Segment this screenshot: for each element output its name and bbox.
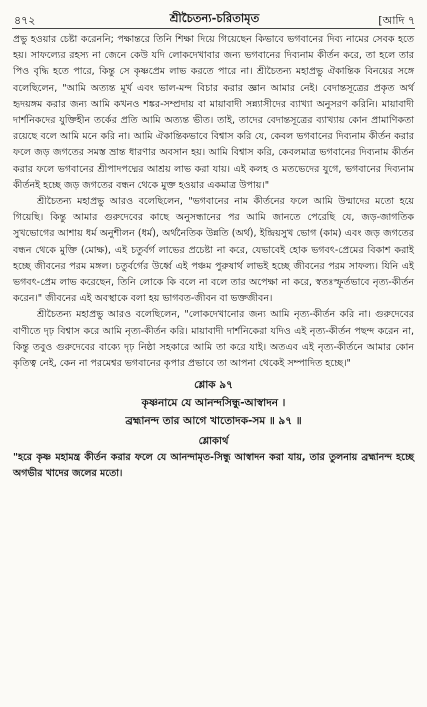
paragraph: শ্রীচৈতন্য মহাপ্রভু আরও বলেছিলেন, "লোকদেখানোর জন্য আমি নৃত্য-কীর্তন করি না। গুরুদেবের বাণীতে দৃঢ় বিশ্বাস করে আমি নৃত্য-কীর্তন করি। মায়াবাদী দার্শনিকেরা যদিও এই নৃত্য-কীর্তন পছন্দ করেন না, কিন্তু তবুও গুরুদেবের বাক্যে দৃঢ় নিষ্ঠা সহকারে আমি তা করে যাই। অতএব এই নৃত্য-কীর্তনে আমার কোন কৃতিত্ব নেই, কেন না পরমেশ্বর ভগবানের কৃপার প্রভাবে তা আপনা থেকেই সম্পাদিত হচ্ছে।": [13, 309, 414, 370]
page-header: [14, 10, 415, 30]
translation-heading: শ্লোকার্থ: [198, 436, 229, 448]
verse-line: ব্রহ্মানন্দ তার আগে খাতোদক-সম ॥ ৯৭ ॥: [125, 415, 302, 428]
paragraph-continued: প্রভু হওয়ার চেষ্টা করেননি; পক্ষান্তরে তিনি শিক্ষা দিয়ে গিয়েছেন কিভাবে ভগবানের দিব্য নামের সেবক হতে হয়। সাফল্যের রহস্য না জেনে কেউ যদি লোকদেখাবার জন্য ভগবানের দিব্যনাম কীর্তন করে, তা হলে তার পিও বৃদ্ধি হতে পারে, কিন্তু সে কৃষ্ণপ্রেম লাভ করতে পারে না। শ্রীচৈতন্য মহাপ্রভু ঐকান্তিক বিনয়ের সঙ্গে বলেছিলেন, "আমি অত্যন্ত মূর্খ এবং ভাল-মন্দ বিচার করার জ্ঞান আমার নেই। বেদান্তসূত্রের প্রকৃত অর্থ হৃদয়ঙ্গম করার জন্য আমি কখনও শঙ্কর-সম্প্রদায় বা মায়াবাদী সন্ন্যাসীদের ব্যাখ্যা অনুসরণ করিনি। মায়াবাদী দার্শনিকদের যুক্তিহীন তর্কের প্রতি আমি অত্যন্ত ভীত। তাই, তাদের বেদান্তসূত্রের ব্যাখ্যায় কোন প্রামাণিকতা রয়েছে বলে আমি মনে করি না। আমি ঐকান্তিকভাবে বিশ্বাস করি যে, কেবল ভগবানের দিব্যনাম কীর্তন করার ফলে জড় জগতের সমস্ত ভ্রান্ত ধারণার অবসান হয়। আমি বিশ্বাস করি, কেবলমাত্র ভগবানের দিব্যনাম কীর্তন করার ফলে ভগবানের শ্রীপাদপদ্মের আশ্রয় লাভ করা যায়। এই কলহ ও মতভেদের যুগে, ভগবানের দিব্যনাম কীর্তনই হচ্ছে জড় জগতের বন্ধন থেকে মুক্ত হওয়ার একমাত্র উপায়।": [13, 34, 414, 191]
page-body: [13, 32, 414, 483]
paragraph: শ্রীচৈতন্য মহাপ্রভু আরও বলেছিলেন, "ভগবানের নাম কীর্তনের ফলে আমি উন্মাদের মতো হয়ে গিয়েছি। কিন্তু আমার গুরুদেবের কাছে অনুসন্ধানের পর আমি জানতে পেরেছি যে, জড়-জাগতিক সুখভোগের আশায় ধর্ম অনুশীলন (ধর্ম), অর্থনৈতিক উন্নতি (অর্থ), ইন্দ্রিয়সুখ ভোগ (কাম) এবং জড় জগতের বন্ধন থেকে মুক্তি (মোক্ষ), এই চতুর্বর্গ লাভের প্রচেষ্টা না করে, যেভাবেই হোক ভগবৎ-প্রেমের বিকাশ করাই হচ্ছে জীবনের পরম মঙ্গল। চতুর্বর্গের উর্ধ্বে এই পঞ্চম পুরুষার্থ লাভই হচ্ছে জীবনের পরম সাফল্য। যিনি এই ভগবৎ-প্রেম লাভ করেছেন, তিনি লোকে কি বলে না বলে তার অপেক্ষা না করে, স্বতঃস্ফূর্তভাবে নৃত্য-কীর্তন করেন।" জীবনের এই অবস্থাকে বলা হয় ভাগবত-জীবন বা ভক্তজীবন।: [13, 196, 414, 305]
header-rule: [12, 28, 415, 29]
verse-heading: শ্লোক ৯৭: [194, 379, 233, 392]
verse-line: কৃষ্ণনামে যে আনন্দসিন্ধু-আস্বাদন ।: [141, 397, 286, 410]
running-title: শ্রীচৈতন্য-চরিতামৃত: [169, 11, 260, 25]
translation-text: "হরে কৃষ্ণ মহামন্ত্র কীর্তন করার ফলে যে আনন্দামৃত-সিন্ধু আস্বাদন করা যায়, তার তুলনায় ব্রহ্মানন্দ হচ্ছে অগভীর খাদের জলের মতো।: [13, 452, 414, 480]
chapter-label: [আদি ৭: [378, 14, 415, 27]
page-number: ৪৭২: [14, 14, 36, 27]
